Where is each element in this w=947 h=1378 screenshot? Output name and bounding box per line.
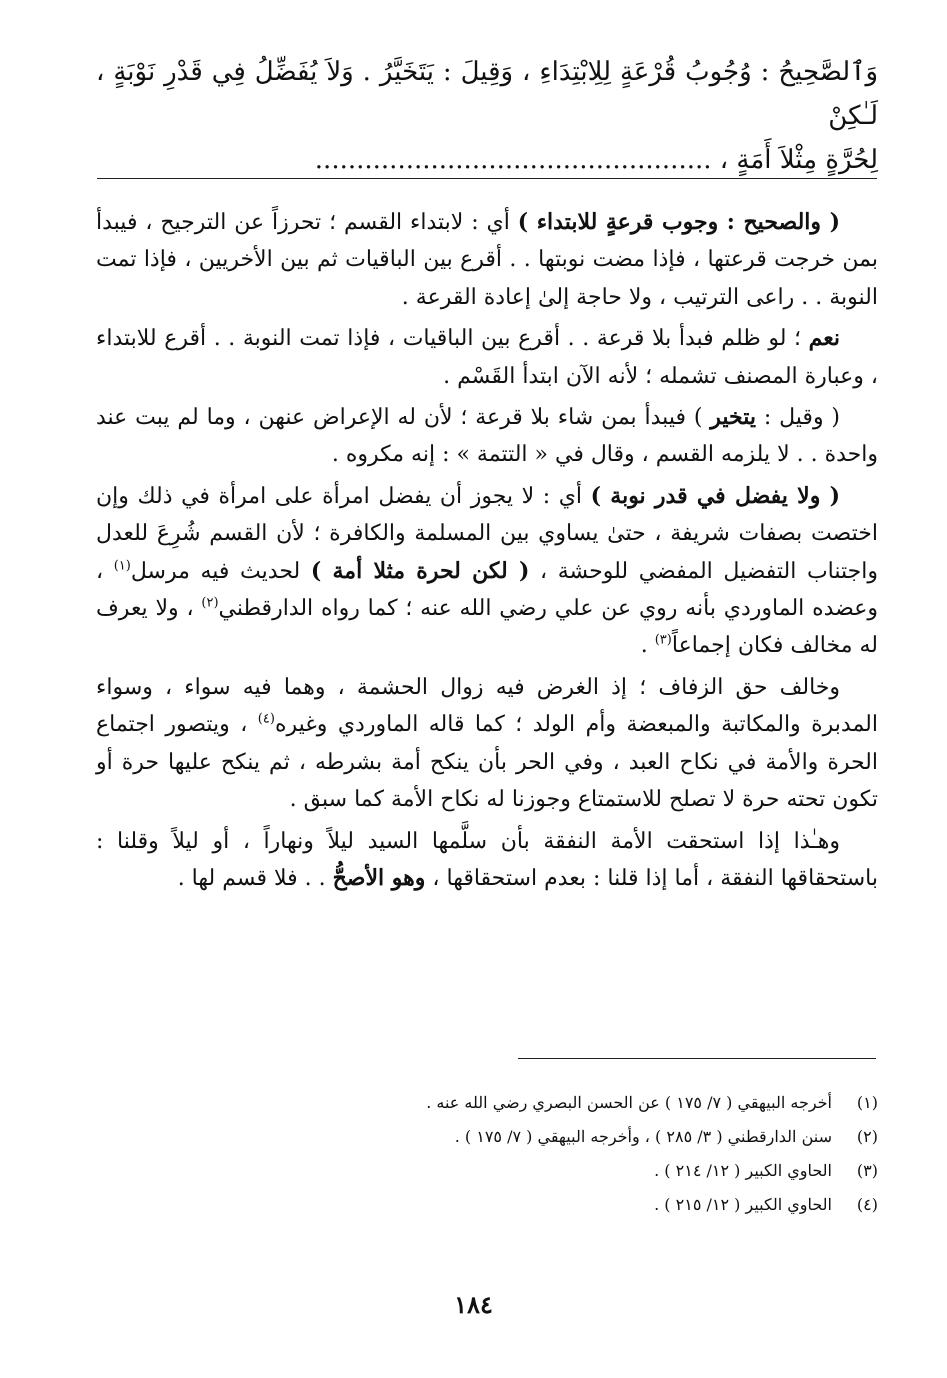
commentary-text: . [640, 633, 655, 659]
sharh-paragraph-3 [96, 399, 878, 474]
commentary-text: ، ويتصور اجتماع الحرة والأمة في نكاح العبد ، وفي الحر بأن ينكح أمة بشرطه ، ثم ينكح عليها حرة أو تكون تحته حرة لا تصلح للاستمتاع وجوزنا له نكاح الأمة كما سبق . [96, 712, 878, 813]
matn-line-1: وَٱلصَّحِيحُ : وُجُوبُ قُرْعَةٍ لِلِابْتِدَاءِ ، وَقِيلَ : يَتَخَيَّرُ . وَلاَ يُفَضِّلُ فِي قَدْرِ نَوْبَةٍ ، لَـٰكِنْ [96, 57, 878, 131]
footnote-ref-4[interactable]: (٤) [257, 711, 275, 727]
commentary-text: ؛ لو ظلم فبدأ بلا قرعة . . أقرع بين الباقيات ، فإذا تمت النوبة . . أقرع للابتداء ، وعبارة المصنف تشمله ؛ لأنه الآن ابتدأ القَسْم . [96, 326, 878, 389]
commentary-text: أي : لا يجوز أن يفضل امرأة على امرأة في ذلك وإن اختصت بصفات شريفة ، حتىٰ يساوي بين المسلمة والكافرة ؛ لأن القسم شُرِعَ للعدل واجتناب التفضيل المفضي للوحشة ، [96, 483, 878, 584]
sharh-paragraph-4 [96, 478, 878, 665]
commentary-text: وخالف حق الزفاف ؛ إذ الغرض فيه زوال الحشمة ، وهما فيه سواء ، وسواء المدبرة والمكاتبة والمبعضة وأم الولد ؛ كما قاله الماوردي وغيره [96, 674, 878, 738]
commentary-text: ( وقيل : [756, 405, 841, 431]
matn-line-2 [96, 138, 878, 182]
sharh-paragraph-1 [96, 204, 878, 316]
sharh-paragraph-5 [96, 669, 878, 819]
matn-line-2-text: لِحُرَّةٍ مِثْلاَ أَمَةٍ ، [719, 145, 878, 175]
footnote-ref-2[interactable]: (٢) [201, 595, 219, 611]
sharh-commentary [96, 204, 878, 901]
footnote-divider [518, 1058, 876, 1059]
commentary-text: لحديث فيه مرسل [130, 558, 311, 584]
footnote-ref-1[interactable]: (١) [113, 558, 131, 574]
commentary-text: . . فلا قسم لها . [177, 865, 333, 891]
quoted-matn: ( ولا يفضل في قدر نوبة ) [590, 482, 840, 509]
footnote-number: (٣) [856, 1161, 878, 1180]
quoted-matn: يتخير [710, 404, 757, 431]
footnote-1 [300, 1086, 878, 1120]
footnote-2 [300, 1120, 878, 1154]
footnote-text: الحاوي الكبير ( ١٢/ ٢١٤ ) . [654, 1161, 832, 1180]
commentary-text: ، وعضده الماوردي بأنه روي عن علي رضي الله عنه ؛ كما رواه الدارقطني [96, 558, 878, 622]
footnote-number: (٢) [856, 1127, 878, 1146]
sharh-paragraph-2 [96, 320, 878, 395]
footnote-text: الحاوي الكبير ( ١٢/ ٢١٥ ) . [654, 1195, 832, 1214]
footnote-ref-3[interactable]: (٣) [654, 633, 672, 649]
footnote-4 [300, 1188, 878, 1222]
sharh-paragraph-6 [96, 823, 878, 898]
footnotes [300, 1086, 878, 1222]
quoted-ruling: وهو الأصحُّ [332, 864, 426, 891]
commentary-text: وهـٰذا إذا استحقت الأمة النفقة بأن سلَّمها السيد ليلاً ونهاراً ، أو ليلاً وقلنا : باستحقاقها النفقة ، أما إذا قلنا : بعدم استحقاقها ، [96, 828, 878, 891]
commentary-text: ) فيبدأ بمن شاء بلا قرعة ؛ لأن له الإعراض عنهن ، وما لم يبت عند واحدة . . لا يلزمه القسم ، وقال في « التتمة » : إنه مكروه . [96, 405, 878, 468]
footnote-number: (٤) [856, 1195, 878, 1214]
footnote-text: سنن الدارقطني ( ٣/ ٢٨٥ ) ، وأخرجه البيهقي ( ٧/ ١٧٥ ) . [454, 1127, 832, 1146]
quoted-matn: ( والصحيح : وجوب قرعةٍ للابتداء ) [517, 209, 840, 235]
footnote-text: أخرجه البيهقي ( ٧/ ١٧٥ ) عن الحسن البصري رضي الله عنه . [426, 1093, 832, 1112]
commentary-text: أي : لابتداء القسم ؛ تحرزاً عن الترجيح ، فيبدأ بمن خرجت قرعتها ، فإذا مضت نوبتها . . أقرع بين الباقيات ثم بين الأخريين ، فإذا تمت النوبة . . راعى الترتيب ، ولا حاجة إلىٰ إعادة القرعة . [96, 210, 878, 310]
footnote-number: (١) [856, 1093, 878, 1112]
quoted-matn: ( لكن لحرة مثلا أمة ) [310, 557, 530, 584]
matn-continuation-dots: ................................................ [314, 145, 712, 175]
page-number: ١٨٤ [454, 1290, 493, 1319]
matn-text [96, 50, 878, 182]
commentary-text: ، ولا يعرف له مخالف فكان إجماعاً [96, 596, 878, 659]
matn-divider [97, 178, 877, 179]
quoted-matn: نعم [808, 325, 840, 352]
footnote-3 [300, 1154, 878, 1188]
